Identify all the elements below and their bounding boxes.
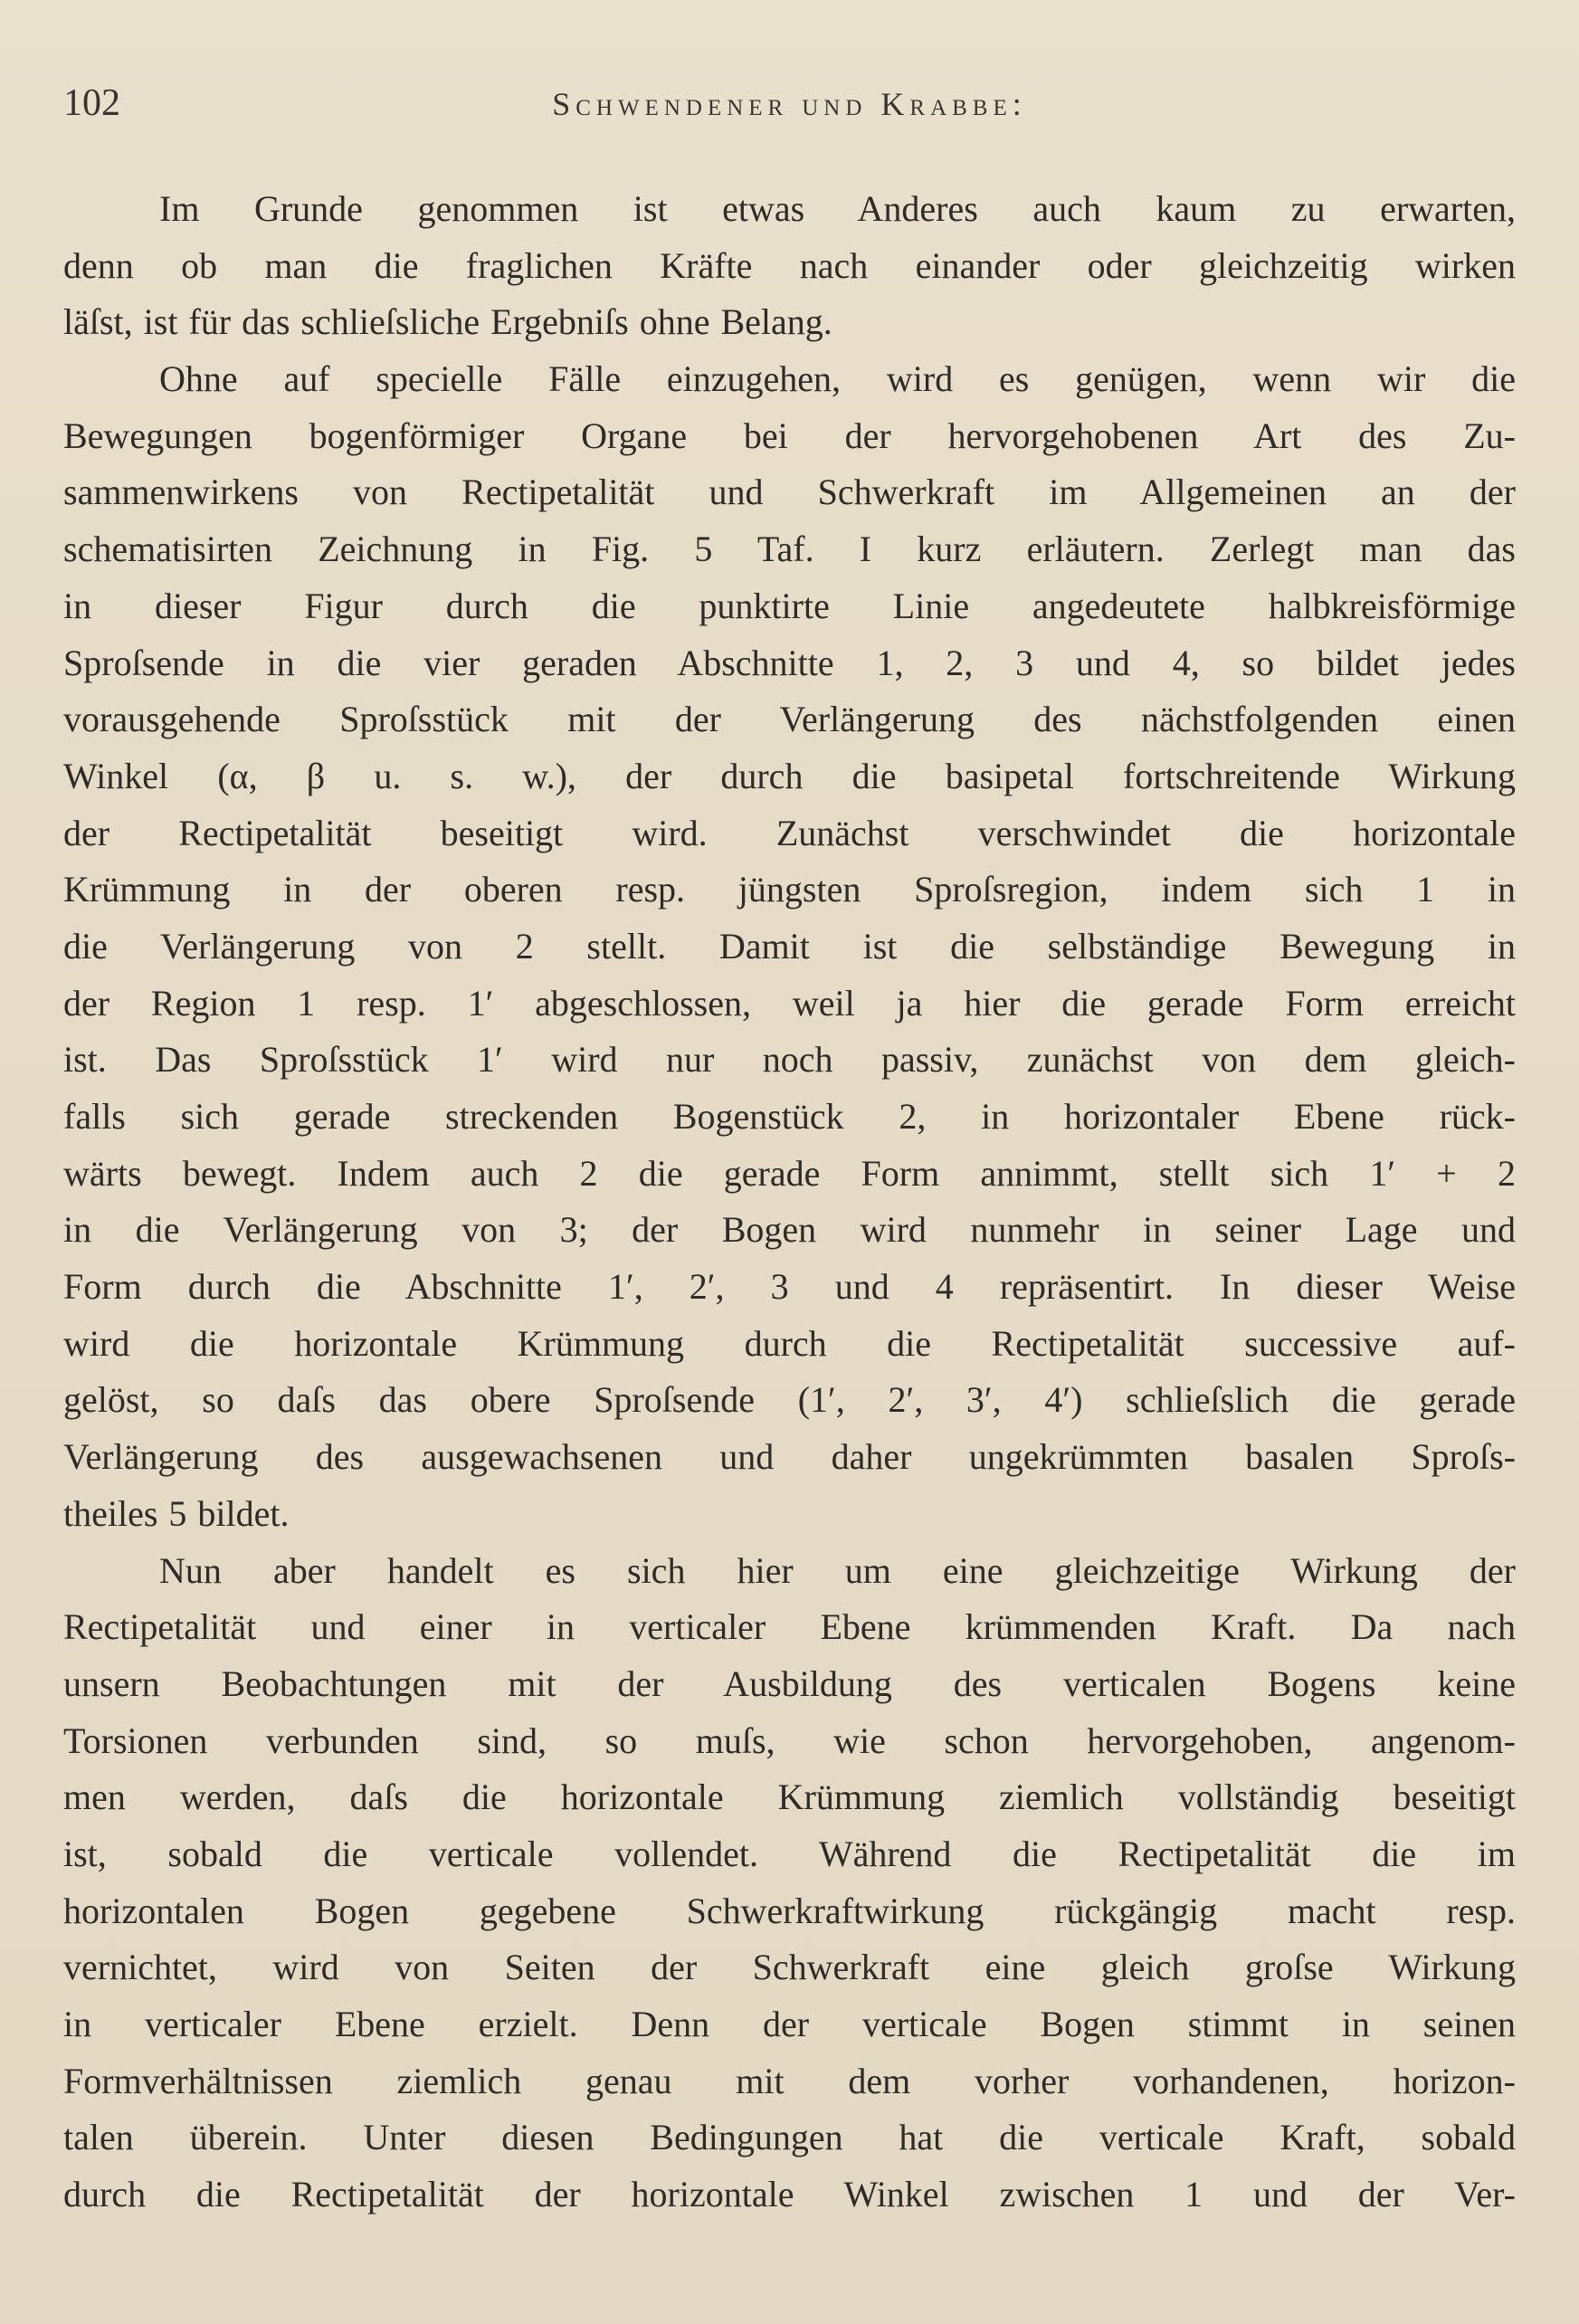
text-line: vorausgehende Sproſsstück mit der Verlängerung des nächstfolgenden einen — [63, 699, 1516, 740]
text-line: Form durch die Abschnitte 1′, 2′, 3 und 4 repräsentirt. In dieser Weise — [63, 1266, 1516, 1308]
text-line: ist. Das Sproſsstück 1′ wird nur noch passiv, zunächst von dem gleich- — [63, 1039, 1516, 1081]
text-line: Sproſsende in die vier geraden Abschnitte 1, 2, 3 und 4, so bildet jedes — [63, 642, 1516, 683]
text-line: gelöst, so daſs das obere Sproſsende (1′, 2′, 3′, 4′) schlieſslich die gerade — [63, 1379, 1516, 1421]
text-line: unsern Beobachtungen mit der Ausbildung des verticalen Bogens keine — [63, 1662, 1516, 1704]
text-line: die Verlängerung von 2 stellt. Damit ist die selbständige Bewegung in — [63, 925, 1516, 967]
text-line: Im Grunde genommen ist etwas Anderes auch kaum zu erwarten, — [159, 188, 1516, 229]
text-line: durch die Rectipetalität der horizontale Winkel zwischen 1 und der Ver- — [63, 2174, 1516, 2215]
text-line: in verticaler Ebene erzielt. Denn der verticale Bogen stimmt in seinen — [63, 2004, 1516, 2044]
text-line: läſst, ist für das schlieſsliche Ergebniſs ohne Belang. — [63, 301, 832, 343]
text-line: denn ob man die fraglichen Kräfte nach einander oder gleichzeitig wirken — [63, 244, 1516, 286]
text-line: in die Verlängerung von 3; der Bogen wird nunmehr in seiner Lage und — [63, 1209, 1516, 1251]
text-line: vernichtet, wird von Seiten der Schwerkraft eine gleich groſse Wirkung — [63, 1947, 1516, 1988]
text-line: theiles 5 bildet. — [63, 1492, 290, 1534]
text-line: sammenwirkens von Rectipetalität und Schwerkraft im Allgemeinen an der — [63, 471, 1516, 513]
paragraph — [63, 1543, 1516, 2224]
page-number: 102 — [63, 82, 120, 124]
text-line: ist, sobald die verticale vollendet. Während die Rectipetalität die im — [63, 1833, 1516, 1874]
text-line: wärts bewegt. Indem auch 2 die gerade Form annimmt, stellt sich 1′ + 2 — [63, 1152, 1516, 1194]
text-line: in dieser Figur durch die punktirte Linie angedeutete halbkreisförmige — [63, 585, 1516, 626]
text-line: Krümmung in der oberen resp. jüngsten Sproſsregion, indem sich 1 in — [63, 869, 1516, 910]
paragraph — [63, 181, 1516, 351]
text-line: men werden, daſs die horizontale Krümmung ziemlich vollständig beseitigt — [63, 1776, 1516, 1818]
text-line: horizontalen Bogen gegebene Schwerkraftwirkung rückgängig macht resp. — [63, 1890, 1516, 1931]
page-header — [63, 81, 1516, 136]
text-line: Torsionen verbunden sind, so muſs, wie schon hervorgehoben, angenom- — [63, 1719, 1516, 1761]
text-line: Verlängerung des ausgewachsenen und daher ungekrümmten basalen Sproſs- — [63, 1436, 1516, 1478]
text-line: der Rectipetalität beseitigt wird. Zunächst verschwindet die horizontale — [63, 812, 1516, 853]
text-line: wird die horizontale Krümmung durch die Rectipetalität successive auf- — [63, 1322, 1516, 1364]
text-line: Rectipetalität und einer in verticaler Ebene krümmenden Kraft. Da nach — [63, 1606, 1516, 1648]
text-line: schematisirten Zeichnung in Fig. 5 Taf. I kurz erläutern. Zerlegt man das — [63, 529, 1516, 570]
running-head: Schwendener und Krabbe: — [552, 86, 1027, 122]
text-line: Ohne auf specielle Fälle einzugehen, wird es genügen, wenn wir die — [159, 358, 1516, 400]
text-line: der Region 1 resp. 1′ abgeschlossen, weil ja hier die gerade Form erreicht — [63, 982, 1516, 1024]
body-text — [63, 181, 1516, 2224]
paragraph — [63, 351, 1516, 1542]
text-line: Bewegungen bogenförmiger Organe bei der hervorgehobenen Art des Zu- — [63, 414, 1516, 456]
text-line: talen überein. Unter diesen Bedingungen hat die verticale Kraft, sobald — [63, 2117, 1516, 2158]
text-line: falls sich gerade streckenden Bogenstück 2, in horizontaler Ebene rück- — [63, 1096, 1516, 1137]
text-line: Winkel (α, β u. s. w.), der durch die basipetal fortschreitende Wirkung — [63, 755, 1516, 796]
text-line: Formverhältnissen ziemlich genau mit dem vorher vorhandenen, horizon- — [63, 2060, 1516, 2101]
text-line: Nun aber handelt es sich hier um eine gleichzeitige Wirkung der — [159, 1549, 1516, 1591]
